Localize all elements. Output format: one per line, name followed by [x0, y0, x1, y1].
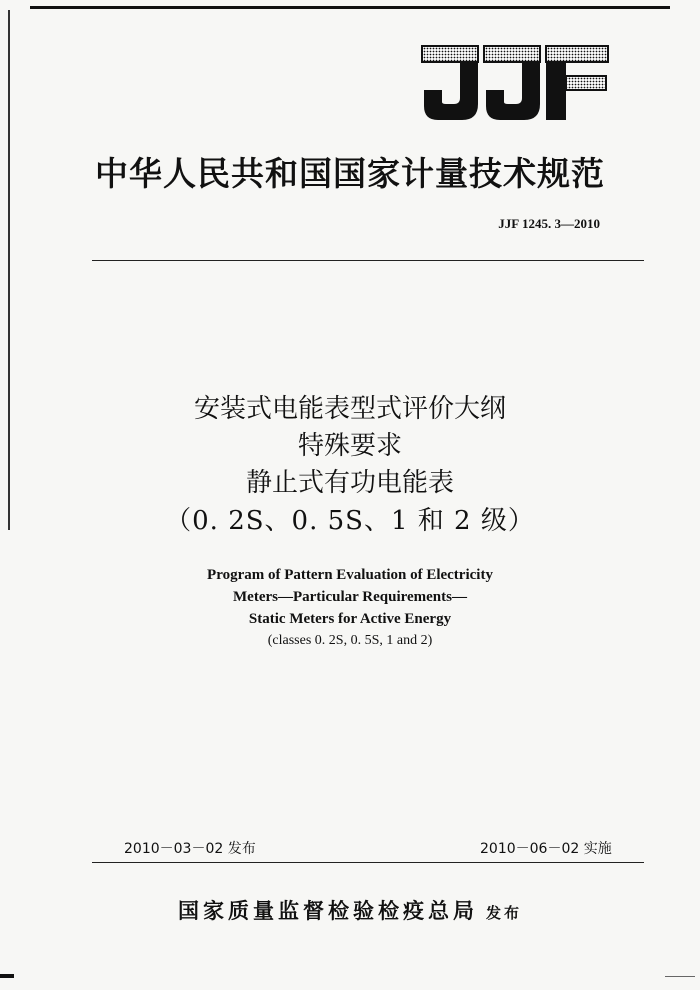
jjf-logo [420, 44, 610, 122]
effective-date: 2010－06－02 实施 [480, 841, 612, 857]
corner-tick-line [665, 976, 695, 977]
english-title-line-2: Meters—Particular Requirements— [233, 589, 467, 605]
standard-code: JJF 1245. 3—2010 [498, 216, 600, 231]
chinese-title-line-2: 特殊要求 [297, 431, 402, 461]
english-title-line-1: Program of Pattern Evaluation of Electricity [207, 567, 493, 583]
english-title-line-4: (classes 0. 2S, 0. 5S, 1 and 2) [267, 633, 433, 648]
issuer-suffix: 发布 [485, 904, 522, 922]
chinese-title-line-4: （0. 2S、0. 5S、1 和 2 级） [165, 506, 535, 536]
issuer [0, 895, 700, 925]
top-border-line [30, 6, 670, 9]
standard-type-title: 中华人民共和国国家计量技术规范 [95, 154, 605, 193]
footer-divider [92, 862, 644, 863]
chinese-title-line-3: 静止式有功电能表 [245, 468, 454, 498]
english-title-line-3: Static Meters for Active Energy [248, 611, 452, 627]
chinese-title-line-1: 安装式电能表型式评价大纲 [193, 394, 506, 424]
issue-date: 2010－03－02 发布 [124, 841, 256, 857]
issuer-name: 国家质量监督检验检疫总局 [177, 898, 478, 923]
header-divider [92, 260, 644, 261]
corner-scan-mark [0, 974, 14, 978]
